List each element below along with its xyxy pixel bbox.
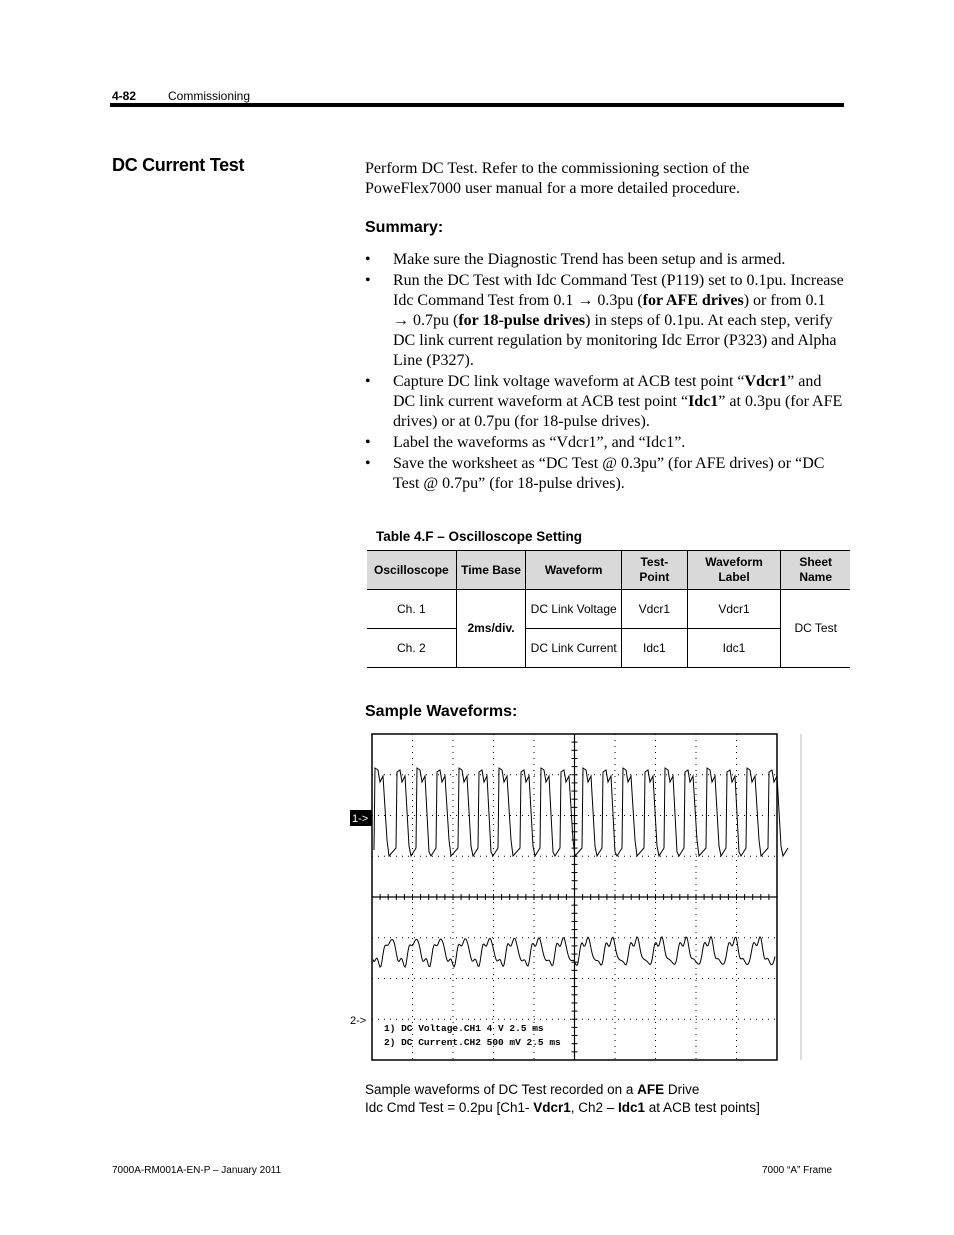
scope-legend-ch1: 1) DC Voltage.CH1 4 V 2.5 ms xyxy=(384,1023,544,1034)
figure-caption-line-2: Idc Cmd Test = 0.2pu [Ch1- Vdcr1, Ch2 – Idc1 at ACB test points] xyxy=(365,1100,760,1115)
table-cell: DC Link Voltage xyxy=(526,590,622,629)
bullet-icon: • xyxy=(365,455,371,472)
table-cell: DC Test xyxy=(781,590,850,668)
table-cell: 2ms/div. xyxy=(456,590,526,668)
scope-legend-ch2: 2) DC Current.CH2 500 mV 2.5 ms xyxy=(384,1037,561,1048)
bullet-icon: • xyxy=(365,373,371,390)
bullet-icon: • xyxy=(365,434,371,451)
summary-list xyxy=(365,250,845,495)
footer-doc-id: 7000A-RM001A-EN-P – January 2011 xyxy=(112,1165,282,1176)
table-cell: Idc1 xyxy=(622,629,688,668)
column-header: Waveform Label xyxy=(687,551,781,590)
list-item: • Save the worksheet as “DC Test @ 0.3pu” (for AFE drives) or “DC Test @ 0.7pu” (for 18-pulse drives). xyxy=(365,455,825,492)
page-number: 4-82 xyxy=(112,89,137,103)
table-cell: Ch. 2 xyxy=(367,629,456,668)
column-header: Time Base xyxy=(456,551,526,590)
table-cell: DC Link Current xyxy=(526,629,622,668)
oscilloscope-waveform-figure xyxy=(348,730,808,1065)
arrow-icon: → xyxy=(577,292,594,309)
list-item: • Capture DC link voltage waveform at ACB test point “Vdcr1” and DC link current waveform at ACB test point “Idc1” at 0.3pu (for AFE drives) or at 0.7pu (for 18-pulse drives). xyxy=(365,373,843,430)
oscilloscope-settings-table xyxy=(367,550,850,668)
table-cell: Vdcr1 xyxy=(687,590,781,629)
summary-heading: Summary: xyxy=(365,219,444,236)
table-header-row xyxy=(367,551,850,590)
table-caption: Table 4.F – Oscilloscope Setting xyxy=(376,529,583,544)
column-header: Test-Point xyxy=(622,551,688,590)
list-item: • Make sure the Diagnostic Trend has been setup and is armed. xyxy=(365,251,786,268)
footer-product: 7000 “A” Frame xyxy=(762,1165,833,1176)
table-cell: Idc1 xyxy=(687,629,781,668)
bullet-icon: • xyxy=(365,251,371,268)
table-row xyxy=(367,629,850,668)
table-row xyxy=(367,590,850,629)
column-header: Waveform xyxy=(526,551,622,590)
arrow-icon: → xyxy=(393,312,409,329)
column-header: Oscilloscope xyxy=(367,551,456,590)
ch1-marker: 1-> xyxy=(352,813,369,825)
scope-grid xyxy=(372,734,777,1060)
list-item: • Label the waveforms as “Vdcr1”, and “Idc1”. xyxy=(365,434,686,451)
list-item: • Run the DC Test with Idc Command Test (P119) set to 0.1pu. Increase Idc Command Test from 0.1 → 0.3pu (for AFE drives) or from 0.1 → 0.7pu (for 18-pulse drives) in steps of 0.1pu. At each step, verify DC link current regulation by monitoring Idc Error (P323) and Alpha Line (P327). xyxy=(365,272,844,369)
intro-paragraph: Perform DC Test. Refer to the commissioning section of the PoweFlex7000 user manual for a more detailed procedure. xyxy=(365,160,750,197)
section-title: DC Current Test xyxy=(112,155,245,175)
bullet-icon: • xyxy=(365,272,371,289)
column-header: Sheet Name xyxy=(781,551,850,590)
table-cell: Vdcr1 xyxy=(622,590,688,629)
header-rule xyxy=(110,103,844,107)
sample-waveforms-heading: Sample Waveforms: xyxy=(365,703,518,720)
ch2-marker: 2-> xyxy=(350,1015,367,1027)
table-cell: Ch. 1 xyxy=(367,590,456,629)
running-header-section: Commissioning xyxy=(168,89,251,103)
ch1-voltage-trace xyxy=(374,768,788,856)
figure-caption-line-1: Sample waveforms of DC Test recorded on a AFE Drive xyxy=(365,1082,700,1097)
